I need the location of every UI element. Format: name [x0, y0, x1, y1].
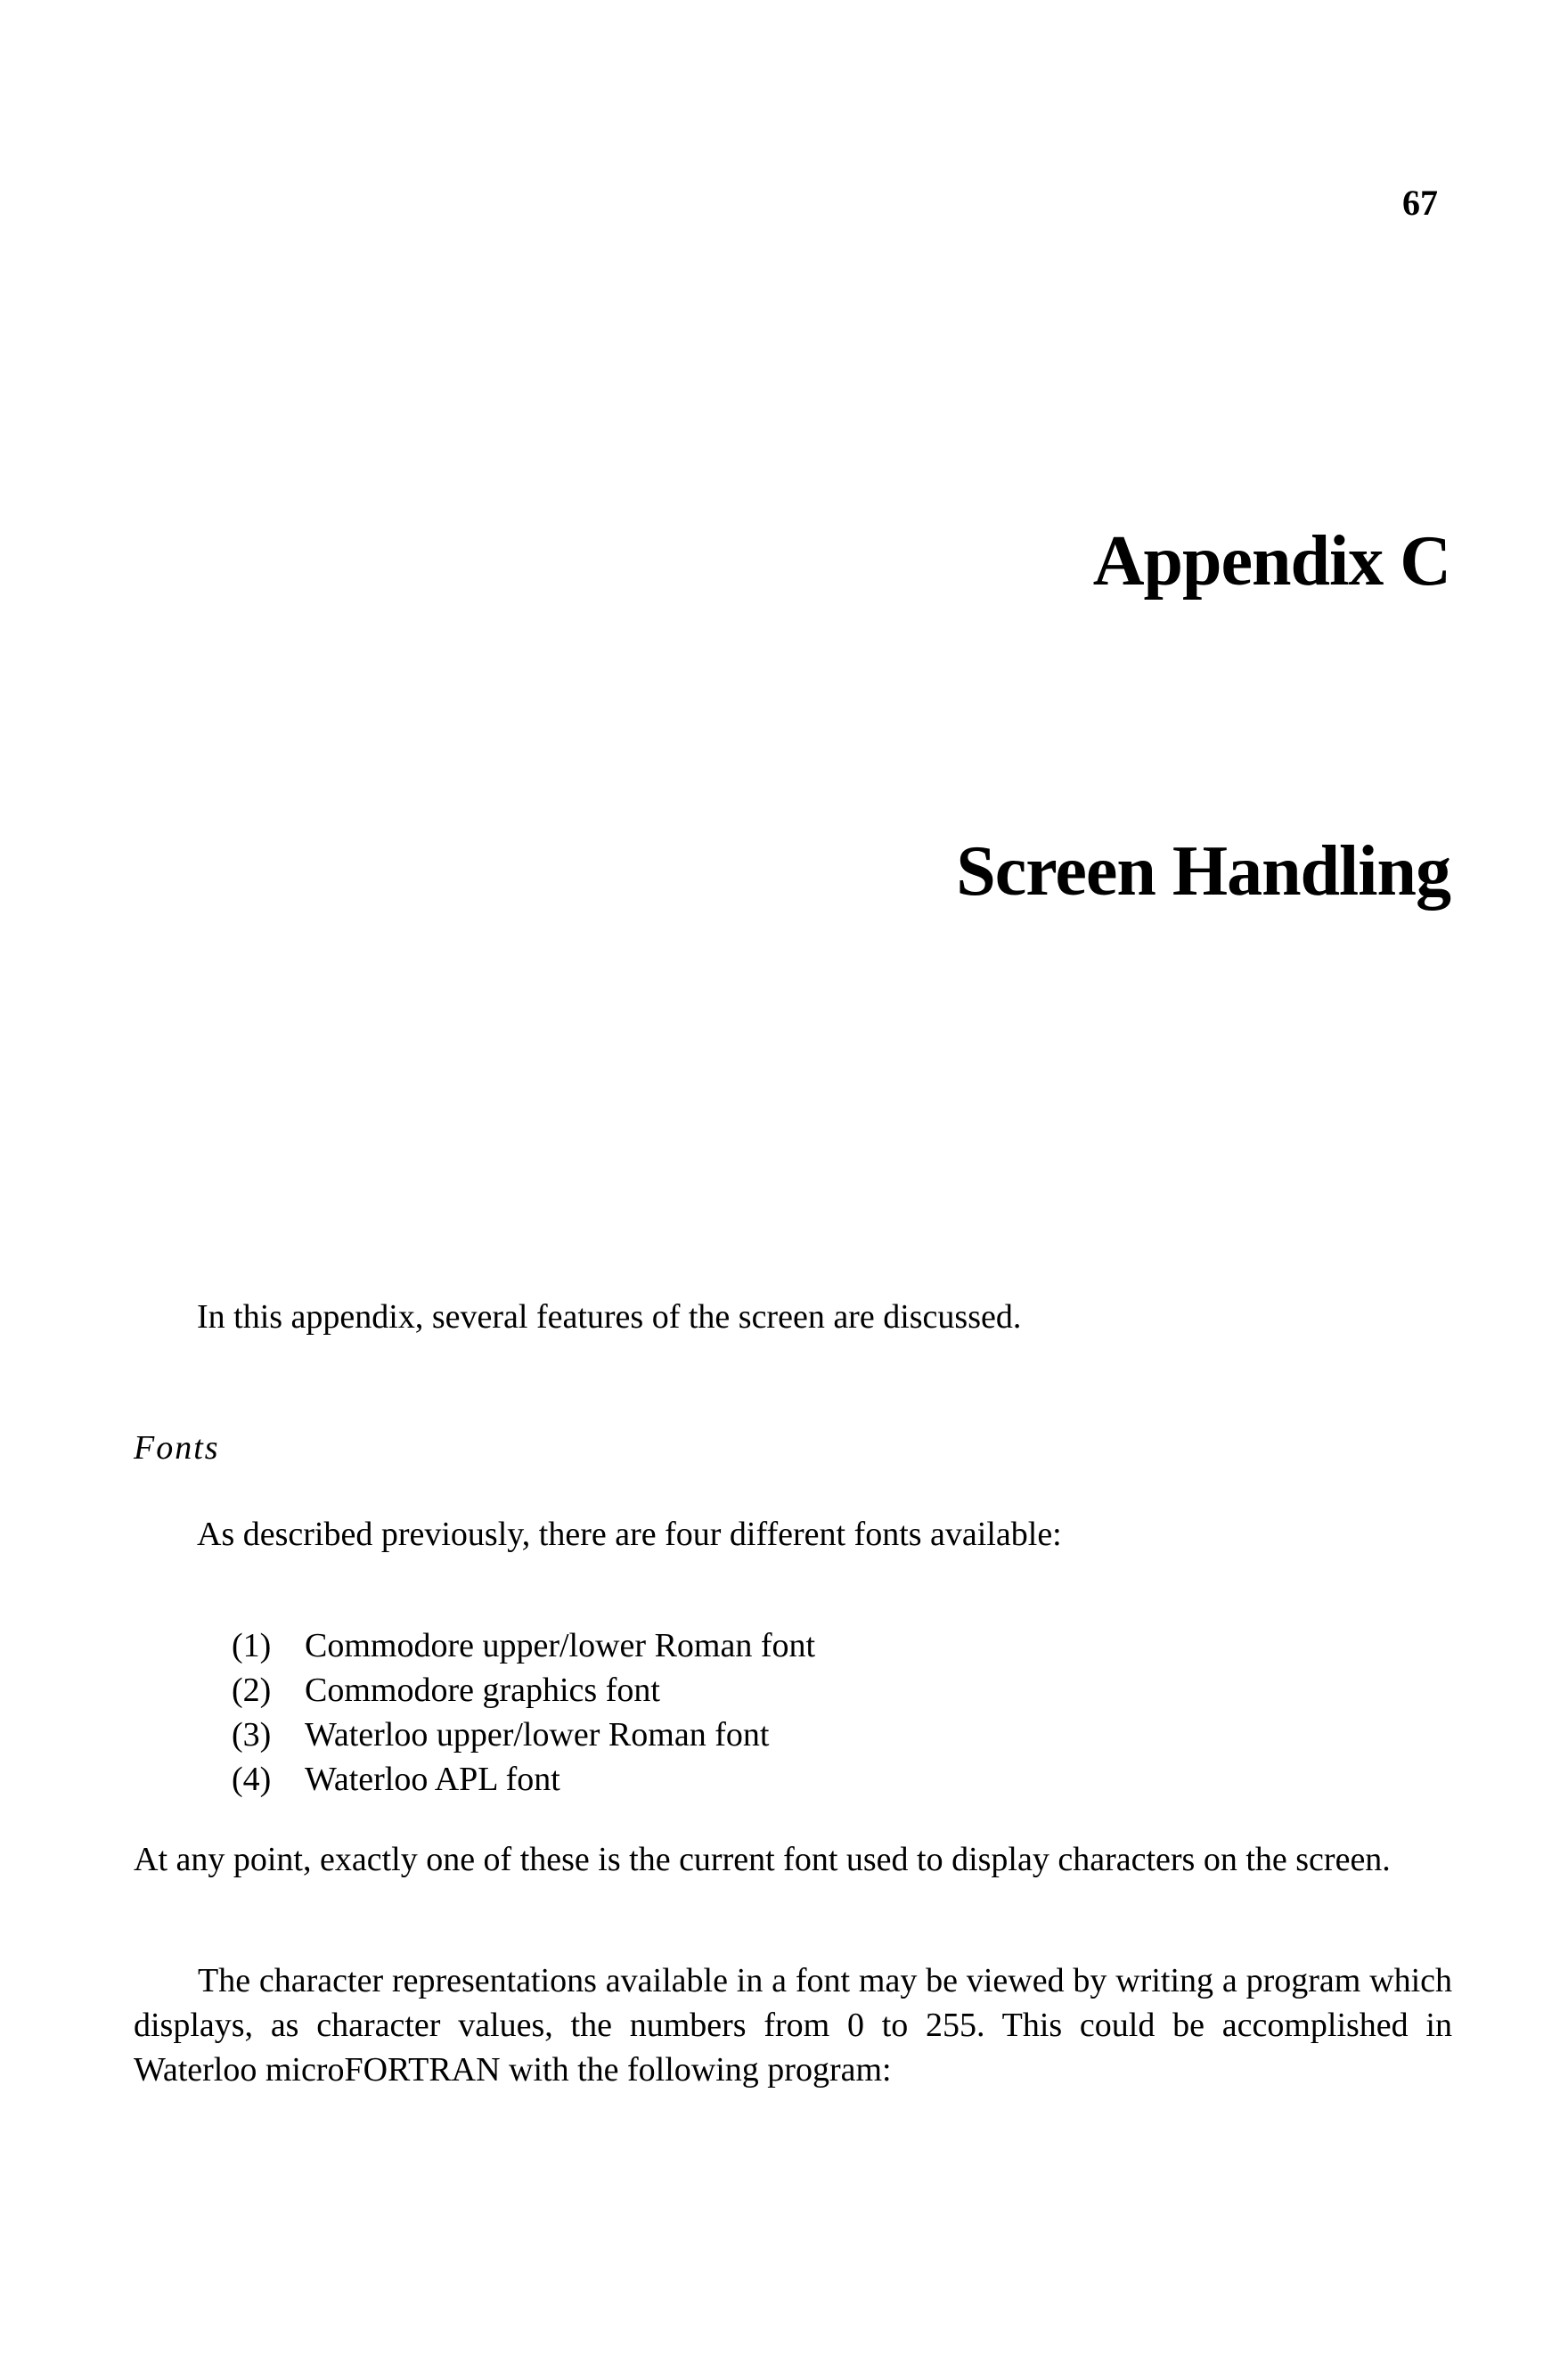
section-heading-fonts: Fonts [134, 1429, 220, 1467]
list-item-number: (4) [232, 1761, 272, 1798]
program-paragraph: The character representations available in a font may be viewed by writing a program which displays, as character values, the numbers from 0 to 255. This could be accomplished in Waterloo microFORTRAN with the following program: [134, 1962, 1452, 2089]
list-item-number: (2) [232, 1672, 272, 1709]
list-item-number: (3) [232, 1716, 272, 1754]
list-item-label: Commodore upper/lower Roman font [305, 1627, 816, 1664]
list-item-label: Waterloo APL font [305, 1761, 560, 1798]
chapter-title: Screen Handling [956, 832, 1450, 911]
current-font-paragraph: At any point, exactly one of these is the current font used to display characters on the screen. [134, 1841, 1391, 1878]
intro-paragraph: In this appendix, several features of the screen are discussed. [197, 1298, 1022, 1336]
page-number: 67 [1402, 183, 1438, 223]
fonts-intro-paragraph: As described previously, there are four different fonts available: [197, 1516, 1062, 1553]
appendix-label: Appendix C [1092, 522, 1450, 601]
list-item-label: Commodore graphics font [305, 1672, 660, 1709]
list-item-number: (1) [232, 1627, 272, 1664]
list-item [232, 1713, 815, 1757]
list-item-label: Waterloo upper/lower Roman font [305, 1716, 770, 1754]
list-item [232, 1623, 815, 1668]
list-item [232, 1668, 815, 1713]
font-list [232, 1623, 815, 1802]
list-item [232, 1757, 815, 1802]
